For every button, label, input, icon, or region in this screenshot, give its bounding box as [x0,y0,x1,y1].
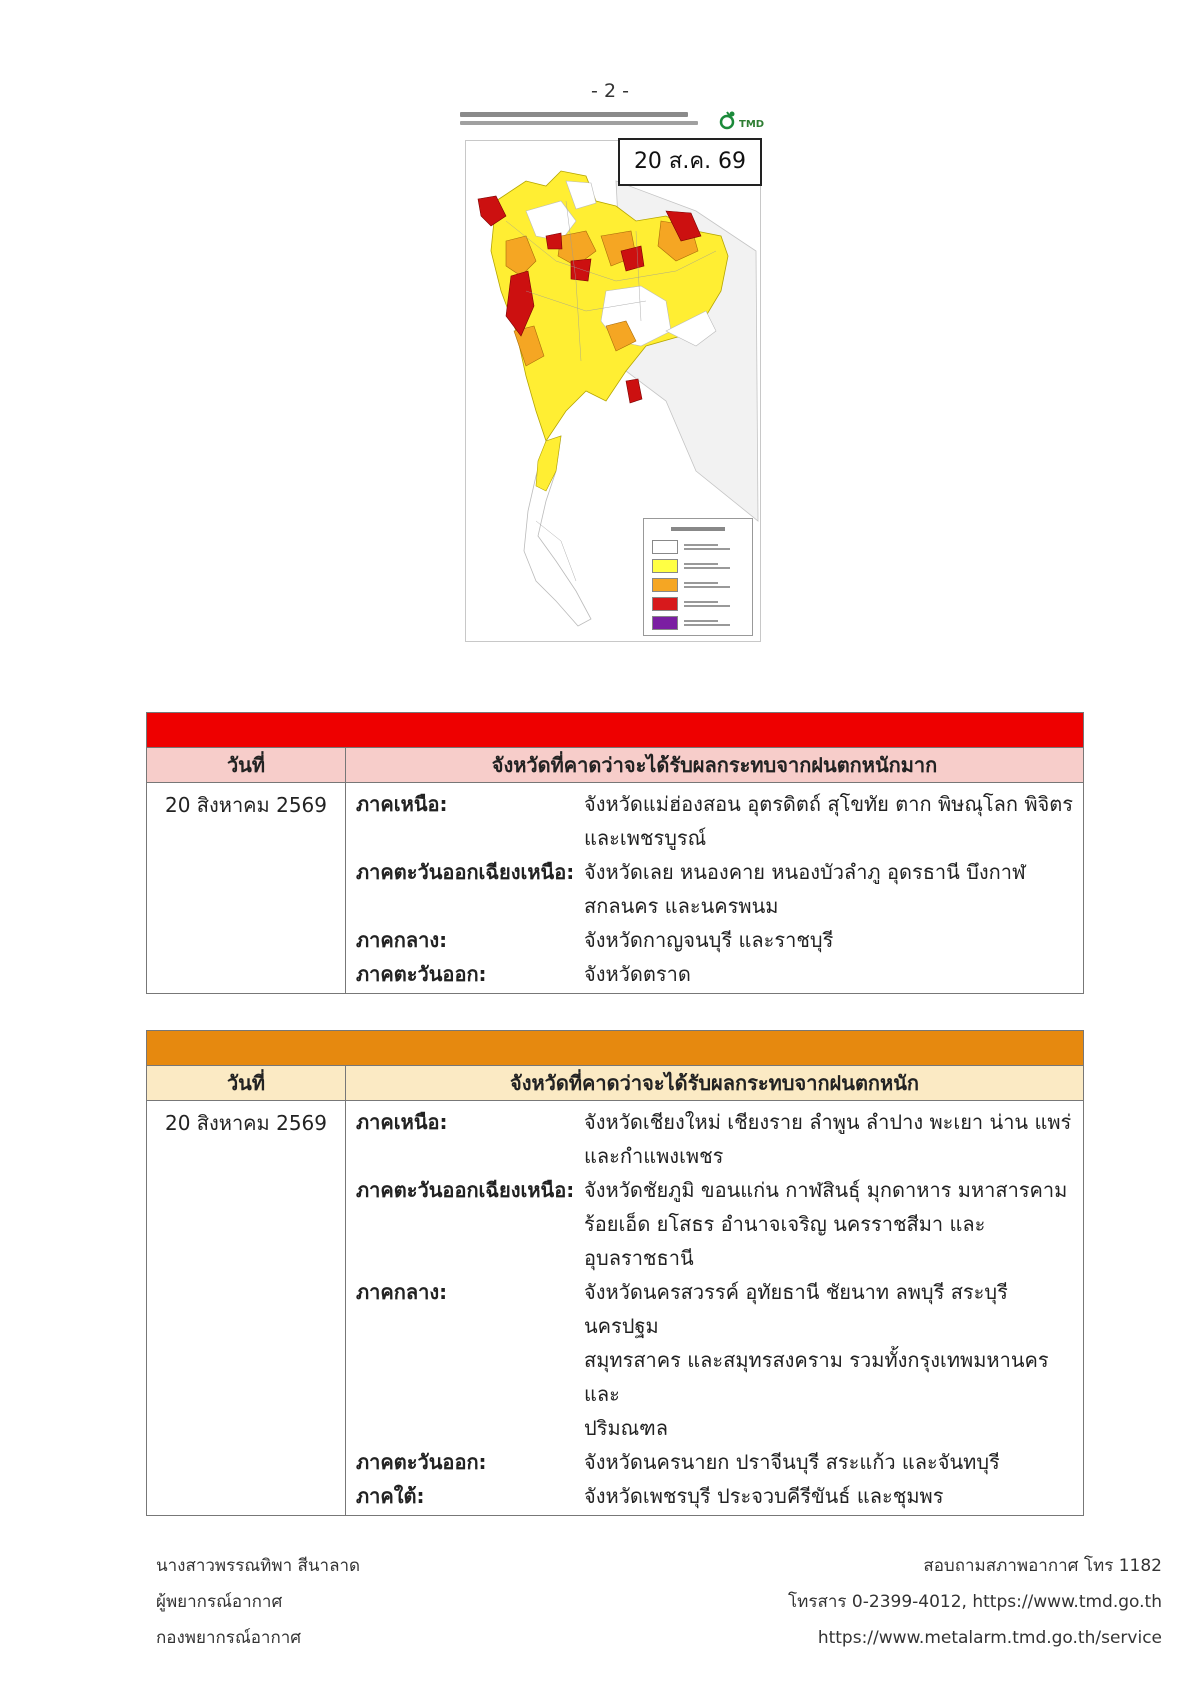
region-northeast [356,855,1073,923]
region-name: ภาคเหนือ: [356,792,448,816]
table-header [147,1066,1083,1101]
region-provinces: จังหวัดนครสวรรค์ อุทัยธานี ชัยนาท ลพบุรี สระบุรี นครปฐม สมุทรสาคร และสมุทรสงคราม รวมทั้งกรุงเทพมหานครและ ปริมณฑล [584,1280,1049,1440]
row-date: 20 สิงหาคม 2569 [147,1101,346,1515]
table-row [147,783,1083,993]
region-name: ภาคตะวันออกเฉียงเหนือ: [356,1178,575,1202]
region-east [356,957,1073,991]
region-south [356,1479,1073,1513]
contact-fax-website[interactable]: โทรสาร 0-2399-4012, https://www.tmd.go.th [788,1592,1162,1612]
region-name: ภาคกลาง: [356,1280,448,1304]
tmd-logo-icon [715,108,767,134]
header-provinces: จังหวัดที่คาดว่าจะได้รับผลกระทบจากฝนตกหนักมาก [491,753,938,777]
warning-band-orange [147,1031,1083,1066]
region-name: ภาคตะวันออกเฉียงเหนือ: [356,860,575,884]
forecaster-title: ผู้พยากรณ์อากาศ [156,1592,283,1612]
table-header [147,748,1083,783]
region-name: ภาคเหนือ: [356,1110,448,1134]
region-provinces: จังหวัดเลย หนองคาย หนองบัวลำภู อุดรธานี บึงกาฬ สกลนคร และนครพนม [584,860,1026,918]
region-name: ภาคกลาง: [356,928,448,952]
region-provinces: จังหวัดแม่ฮ่องสอน อุตรดิตถ์ สุโขทัย ตาก พิษณุโลก พิจิตร และเพชรบูรณ์ [584,792,1073,850]
region-north [356,1105,1073,1173]
region-north [356,787,1073,855]
row-date: 20 สิงหาคม 2569 [147,783,346,993]
region-provinces: จังหวัดเชียงใหม่ เชียงราย ลำพูน ลำปาง พะเยา น่าน แพร่ และกำแพงเพชร [584,1110,1072,1168]
table-row [147,1101,1083,1515]
footer-contact [788,1548,1162,1656]
page-number: - 2 - [591,80,629,102]
region-central [356,923,1073,957]
contact-phone: สอบถามสภาพอากาศ โทร 1182 [923,1556,1162,1576]
header-provinces: จังหวัดที่คาดว่าจะได้รับผลกระทบจากฝนตกหนัก [509,1071,920,1095]
header-date: วันที่ [147,748,346,782]
logo-text: TMD [739,119,765,130]
map-caption [460,112,695,125]
contact-metalarm-link[interactable]: https://www.metalarm.tmd.go.th/service [817,1628,1162,1648]
region-central [356,1275,1073,1445]
region-east [356,1445,1073,1479]
region-name: ภาคตะวันออก: [356,962,487,986]
region-provinces: จังหวัดกาญจนบุรี และราชบุรี [584,928,834,952]
rainfall-map-figure [460,108,765,642]
very-heavy-rain-table [146,712,1084,994]
forecaster-division: กองพยากรณ์อากาศ [156,1628,302,1648]
region-name: ภาคตะวันออก: [356,1450,487,1474]
warning-band-red [147,713,1083,748]
forecaster-name: นางสาวพรรณทิพา สีนาลาด [156,1556,361,1576]
region-name: ภาคใต้: [356,1484,425,1508]
region-list [346,783,1083,993]
map-date-label: 20 ส.ค. 69 [618,138,762,186]
map-legend [643,518,753,636]
footer-signature [156,1548,360,1656]
header-date: วันที่ [147,1066,346,1100]
region-northeast [356,1173,1073,1275]
region-provinces: จังหวัดตราด [584,962,691,986]
region-list [346,1101,1083,1515]
region-provinces: จังหวัดชัยภูมิ ขอนแก่น กาฬสินธุ์ มุกดาหาร มหาสารคาม ร้อยเอ็ด ยโสธร อำนาจเจริญ นครราชสีมา และอุบลราชธานี [584,1178,1068,1270]
heavy-rain-table [146,1030,1084,1516]
region-provinces: จังหวัดนครนายก ปราจีนบุรี สระแก้ว และจันทบุรี [584,1450,1000,1474]
region-provinces: จังหวัดเพชรบุรี ประจวบคีรีขันธ์ และชุมพร [584,1484,944,1508]
